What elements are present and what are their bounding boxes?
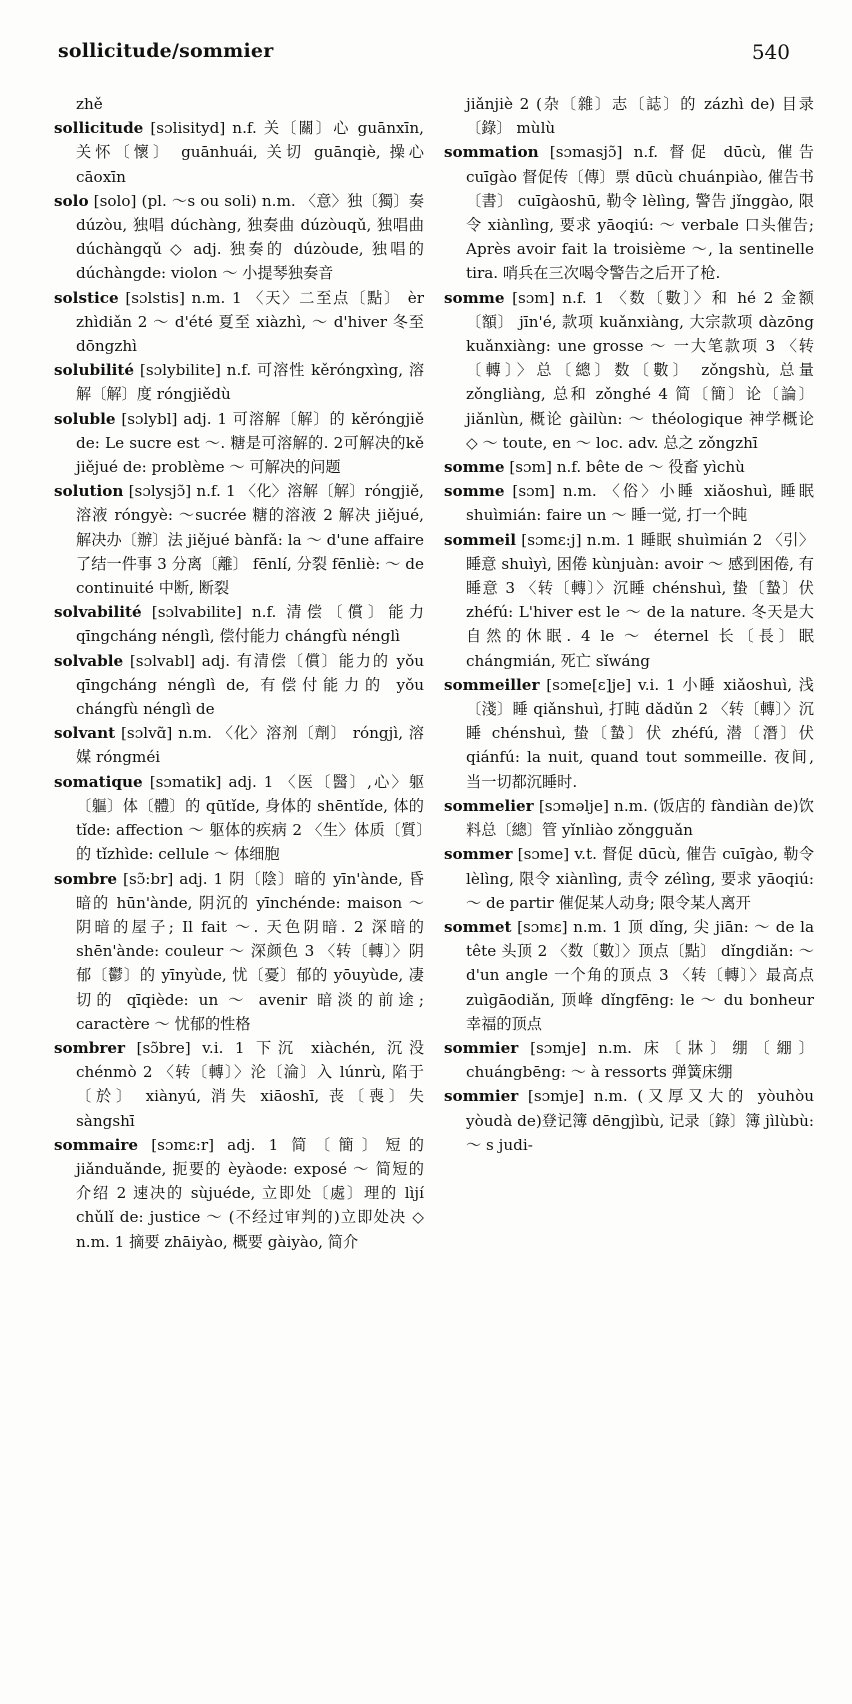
entry-definition: [solo] (pl. ～s ou soli) n.m. 〈意〉独〔獨〕奏 dúzòu, 独唱 dúchàng, 独奏曲 dúzòuqǔ, 独唱曲 dúchàngqǔ ◇ adj. 独奏的 dúzòude, 独唱的 dúchàngde: violon ～ 小提琴独奏音 <box>76 191 424 283</box>
dictionary-entry <box>54 867 424 1036</box>
headword: solstice <box>54 288 119 307</box>
entry-definition: [sɔlstis] n.m. 1 〈天〉二至点〔點〕 èr zhìdiǎn 2 ～ d'été 夏至 xiàzhì, ～ d'hiver 冬至 dōngzhì <box>76 288 424 356</box>
entry-definition: zhě <box>76 95 103 113</box>
headword: somme <box>444 288 505 307</box>
entry-definition: [sɔlybl] adj. 1 可溶解〔解〕的 kěróngjiě de: Le sucre est ～. 糖是可溶解的. 2可解决的kě jiějué de: problème ～ 可解决的问题 <box>76 409 424 477</box>
entry-definition: [sɔm] n.m. 〈俗〉小睡 xiǎoshuì, 睡眠 shuìmián: faire un ～ 睡一觉, 打一个盹 <box>466 482 814 525</box>
dictionary-entry <box>54 600 424 648</box>
entry-definition: [sɔlvɑ̃] n.m. 〈化〉溶剂〔劑〕 róngjì, 溶媒 róngméi <box>76 724 424 767</box>
headword: solo <box>54 191 89 210</box>
dictionary-entry <box>54 286 424 359</box>
headword: solvabilité <box>54 603 142 622</box>
entry-definition: [sɔ̃bre] v.i. 1 下沉 xiàchén, 沉没 chénmò 2 〈转〔轉〕〉沦〔淪〕入 lúnrù, 陷于〔於〕 xiànyú, 消失 xiāoshī, 丧〔喪〕失 sàngshī <box>76 1038 424 1130</box>
dictionary-entry <box>444 140 814 285</box>
dictionary-entry <box>444 842 814 915</box>
headword: sommer <box>444 845 513 864</box>
headword: sommeil <box>444 530 517 549</box>
entry-definition: [sɔlisityd] n.f. 关〔關〕心 guānxīn, 关怀〔懷〕 guānhuái, 关切 guānqiè, 操心 cāoxīn <box>76 119 424 186</box>
dictionary-entry <box>444 479 814 527</box>
entry-definition: [sɔmasjɔ̃] n.f. 督促 dūcù, 催告 cuīgào 督促传〔傳〕票 dūcù chuánpiào, 催告书〔書〕 cuīgàoshū, 勒令 lèlìng, 警告 jǐnggào, 限令 xiànlìng, 要求 yāoqiú: ～ verbale 口头催告; Après avoir fait la troisième ～, la sentinelle tira. 哨兵在三次喝令警告之后开了枪. <box>466 143 814 283</box>
dictionary-entry <box>54 1133 424 1254</box>
headword: somme <box>444 458 505 477</box>
entry-definition: [sɔmje] n.m. 床〔牀〕绷〔綳〕chuángbēng: ～ à ressorts 弹簧床绷 <box>466 1038 814 1082</box>
headword: sommier <box>444 1087 519 1106</box>
headword: sommation <box>444 143 539 162</box>
dictionary-entry <box>54 407 424 480</box>
headword: sommelier <box>444 796 534 815</box>
headword: solution <box>54 482 124 501</box>
headword: sommier <box>444 1038 519 1057</box>
dictionary-entry <box>444 286 814 455</box>
entry-definition: [sɔlysjɔ̃] n.f. 1 〈化〉溶解〔解〕róngjiě, 溶液 róngyè: ～sucrée 糖的溶液 2 解决 jiějué, 解决办〔辦〕法 jiějué bànfǎ: la ～ d'une affaire 了结一件事 3 分离〔離〕 fēnlí, 分裂 fēnliè: ～ de continuité 中断, 断裂 <box>76 482 424 598</box>
entry-definition: [sɔlvabl] adj. 有清偿〔償〕能力的 yǒu qīngcháng nénglì de, 有偿付能力的 yǒu chángfù nénglì de <box>76 651 424 719</box>
entry-definition: [sɔlybilite] n.f. 可溶性 kěróngxìng, 溶解〔解〕度 róngjiědù <box>76 361 424 404</box>
dictionary-entry <box>54 116 424 189</box>
entry-definition: [sɔ̃:br] adj. 1 阴〔陰〕暗的 yīn'ànde, 昏暗的 hūn'ànde, 阴沉的 yīnchénde: maison ～ 阴暗的屋子; Il fait ～. 天色阴暗. 2 深暗的 shēn'ànde: couleur ～ 深颜色 3 〈转〔轉〕〉阴郁〔鬱〕的 yīnyùde, 忧〔憂〕郁的 yōuyùde, 凄切的 qīqiède: un ～ avenir 暗淡的前途; caractère ～ 忧郁的性格 <box>76 869 424 1033</box>
dictionary-entry <box>444 455 814 479</box>
running-head: sollicitude/sommier <box>58 40 274 62</box>
entry-definition: [sɔm] n.f. bête de ～ 役畜 yìchù <box>509 458 745 477</box>
headword: somme <box>444 482 505 501</box>
left-column <box>54 92 424 1692</box>
dictionary-entry <box>444 794 814 842</box>
headword: sommet <box>444 917 512 936</box>
headword: solvable <box>54 651 124 670</box>
dictionary-entry <box>444 92 814 140</box>
dictionary-entry <box>54 479 424 600</box>
entry-definition: [sɔmje] n.m. (又厚又大的 yòuhòu yòudà de)登记簿 dēngjìbù, 记录〔錄〕簿 jìlùbù: ～ s judi- <box>466 1087 814 1154</box>
headword: sollicitude <box>54 119 144 138</box>
headword: sombrer <box>54 1038 126 1057</box>
entry-columns <box>54 92 814 1692</box>
dictionary-entry <box>444 528 814 673</box>
headword: solvant <box>54 724 116 743</box>
headword: solubilité <box>54 361 135 380</box>
dictionary-entry <box>54 770 424 867</box>
dictionary-entry <box>444 673 814 794</box>
headword: sommaire <box>54 1135 139 1154</box>
entry-definition: jiǎnjiè 2 (杂〔雜〕志〔誌〕的 zázhì de) 目录〔錄〕 mùlù <box>466 95 814 138</box>
right-column <box>444 92 814 1692</box>
dictionary-entry <box>54 1036 424 1133</box>
dictionary-entry <box>54 721 424 769</box>
entry-definition: [sɔm] n.f. 1 〈数〔數〕〉和 hé 2 金额〔額〕 jīn'é, 款项 kuǎnxiàng, 大宗款项 dàzōng kuǎnxiàng: une grosse ～ 一大笔款项 3 〈转〔轉〕〉总〔總〕数〔數〕 zǒngshù, 总量 zǒngliàng, 总和 zǒnghé 4 简〔簡〕论〔論〕 jiǎnlùn, 概论 gàilùn: ～ théologique 神学概论 ◇ ～ toute, en ～ loc. adv. 总之 zǒngzhī <box>466 288 814 452</box>
page-number: 540 <box>751 40 790 64</box>
dictionary-entry <box>54 189 424 286</box>
entry-definition: [sɔmɛ] n.m. 1 顶 dǐng, 尖 jiān: ～ de la tête 头顶 2 〈数〔數〕〉顶点〔點〕 dǐngdiǎn: ～ d'un angle 一个角的顶点 3 〈转〔轉〕〉最高点 zuìgāodiǎn, 顶峰 dǐngfēng: le ～ du bonheur 幸福的顶点 <box>466 917 814 1033</box>
entry-definition: [sɔme[ɛ]je] v.i. 1 小睡 xiǎoshuì, 浅〔淺〕睡 qiǎnshuì, 打盹 dǎdǔn 2 〈转〔轉〕〉沉睡 chénshuì, 蛰〔蟄〕伏 zhéfú, 潜〔潛〕伏 qiánfú: la nuit, quand tout sommeille. 夜间, 当一切都沉睡时. <box>466 675 814 791</box>
entry-definition: [sɔmɛ:r] adj. 1 简〔簡〕短的 jiǎnduǎnde, 扼要的 èyàode: exposé ～ 简短的介绍 2 速决的 sùjuéde, 立即处〔處〕理的 lìjí chǔlǐ de: justice ～ (不经过审判的)立即处决 ◇ n.m. 1 摘要 zhāiyào, 概要 gàiyào, 简介 <box>76 1135 424 1251</box>
dictionary-entry <box>54 649 424 722</box>
dictionary-entry <box>444 1084 814 1157</box>
entry-definition: [sɔlvabilite] n.f. 清偿〔償〕能力 qīngcháng nénglì, 偿付能力 chángfù nénglì <box>76 603 424 646</box>
headword: sombre <box>54 869 118 888</box>
dictionary-entry <box>444 1036 814 1084</box>
dictionary-entry <box>444 915 814 1036</box>
entry-definition: [sɔme] v.t. 督促 dūcù, 催告 cuīgào, 勒令 lèlìng, 限令 xiànlìng, 责令 zélìng, 要求 yāoqiú: ～ de partir 催促某人动身; 限令某人离开 <box>466 845 814 912</box>
headword: somatique <box>54 772 143 791</box>
entry-definition: [sɔməlje] n.m. (饭店的 fàndiàn de)饮料总〔總〕管 yǐnliào zǒngguǎn <box>466 796 814 840</box>
dictionary-entry <box>54 358 424 406</box>
dictionary-entry <box>54 92 424 116</box>
entry-definition: [sɔmatik] adj. 1 〈医〔醫〕,心〉躯〔軀〕体〔體〕的 qūtǐde, 身体的 shēntǐde, 体的 tǐde: affection ～ 躯体的疾病 2 〈生〉体质〔質〕的 tǐzhìde: cellule ～ 体细胞 <box>76 772 424 864</box>
entry-definition: [sɔmɛ:j] n.m. 1 睡眠 shuìmián 2 〈引〉睡意 shuìyì, 困倦 kùnjuàn: avoir ～ 感到困倦, 有睡意 3 〈转〔轉〕〉沉睡 chénshuì, 蛰〔蟄〕伏 zhéfú: L'hiver est le ～ de la nature. 冬天是大自然的休眠. 4 le ～ éternel 长〔長〕眠 chángmián, 死亡 sǐwáng <box>466 530 814 670</box>
headword: sommeiller <box>444 675 540 694</box>
headword: soluble <box>54 409 116 428</box>
